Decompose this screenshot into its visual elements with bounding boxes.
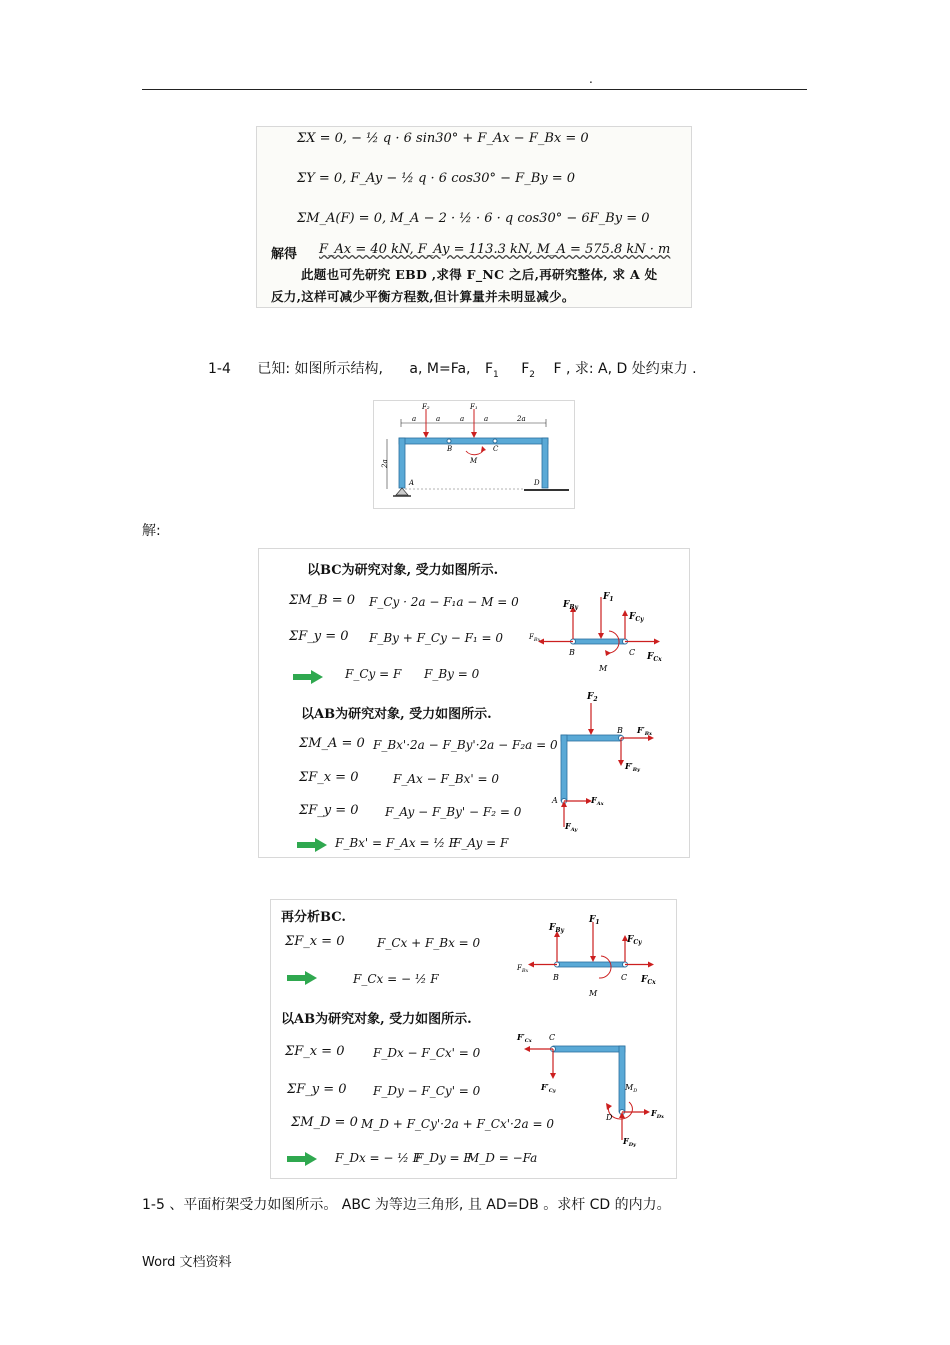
result-label: 解得 <box>271 247 298 262</box>
cd-label-fdy: $F_{Dy}$ <box>623 1136 636 1148</box>
force-f1: $F_1$ <box>484 361 499 380</box>
block2-eq7-a: F_Bx' = F_Ax = ½ F <box>335 836 458 850</box>
ab-label-fbx-prime: $F'_{Bx}$ <box>637 725 653 737</box>
block3-eq5-left: ΣM_D = 0 <box>291 1115 358 1130</box>
cd-label-fdx: $F_{Dx}$ <box>651 1108 665 1120</box>
label-a: A <box>409 479 415 487</box>
block2-eq3-a: F_Cy = F <box>345 667 402 681</box>
dim-side: 2a <box>381 459 389 468</box>
block3-eq6-b: F_Dy = F <box>415 1151 472 1165</box>
fbd-label-c: C <box>629 648 636 657</box>
fbd-label-fcx: $F_{Cx}$ <box>647 652 662 663</box>
block3-eq5-right: M_D + F_Cy'·2a + F_Cx'·2a = 0 <box>361 1117 554 1131</box>
label-m: M <box>470 457 478 465</box>
force-f2: $F_2$ <box>521 361 535 380</box>
bc2-label-fbx: $F_{Bx}$ <box>517 964 529 974</box>
bc-free-body-diagram <box>527 587 687 687</box>
block3-eq2: F_Cx = − ½ F <box>353 972 439 986</box>
block2-eq5-left: ΣF_x = 0 <box>299 770 359 785</box>
block2-eq2-left: ΣF_y = 0 <box>289 629 349 644</box>
block2-eq6-left: ΣF_y = 0 <box>299 803 359 818</box>
block3-eq3-right: F_Dx − F_Cx' = 0 <box>373 1046 481 1060</box>
green-arrow-1 <box>293 670 323 684</box>
footer-text: Word 文档资料 <box>142 1255 232 1270</box>
fbd-label-f1: $F_1$ <box>603 592 614 603</box>
ab-label-a: A <box>552 796 558 805</box>
block2-eq5-right: F_Ax − F_Bx' = 0 <box>393 772 499 786</box>
cd-label-fcy-prime: $F'_{Cy}$ <box>541 1082 556 1094</box>
cd-label-fcx-prime: $F'_{Cx}$ <box>517 1032 532 1044</box>
bc2-label-fcy: $F_{Cy}$ <box>627 935 642 946</box>
block3-eq6-a: F_Dx = − ½ F <box>335 1151 422 1165</box>
block2-eq4-right: F_Bx'·2a − F_By'·2a − F₂a = 0 <box>373 738 558 752</box>
green-arrow-3 <box>287 971 317 985</box>
label-c: C <box>493 445 499 453</box>
block2-eq6-right: F_Ay − F_By' − F₂ = 0 <box>385 805 522 819</box>
block3-eq4-right: F_Dy − F_Cy' = 0 <box>373 1084 481 1098</box>
block2-eq1-right: F_Cy · 2a − F₁a − M = 0 <box>369 595 519 609</box>
structure-svg <box>374 401 574 508</box>
solution-image-3 <box>270 899 677 1179</box>
block3-eq3-left: ΣF_x = 0 <box>285 1044 345 1059</box>
block2-eq1-left: ΣM_B = 0 <box>289 593 355 608</box>
green-arrow-4 <box>287 1152 317 1166</box>
dim-2a: 2a <box>517 415 526 423</box>
bc2-label-c: C <box>621 973 628 982</box>
label-d: D <box>534 479 540 487</box>
header-dot: . <box>589 72 593 86</box>
problem-1-5-statement: 1-5 、平面桁架受力如图所示。 ABC 为等边三角形, 且 AD=DB 。求杆 CD 的内力。 <box>142 1197 671 1213</box>
cd-label-md: $M_D$ <box>625 1083 638 1094</box>
header-rule <box>142 89 807 90</box>
equation-sum-moment: ΣM_A(F) = 0, M_A − 2 · ½ · 6 · q cos30° − 6F_By = 0 <box>297 211 650 226</box>
result-values: F_Ax = 40 kN, F_Ay = 113.3 kN, M_A = 575.8 kN · m <box>319 242 671 257</box>
block3-eq4-left: ΣF_y = 0 <box>287 1082 347 1097</box>
dim-a-4: a <box>484 415 489 423</box>
problem-text-c: F , 求: A, D 处约束力 . <box>553 361 697 377</box>
ab-label-b: B <box>617 726 623 735</box>
ab-label-fay: $F_{Ay}$ <box>565 821 578 833</box>
label-f1: F₁ <box>470 403 478 411</box>
equation-sum-y: ΣY = 0, F_Ay − ½ q · 6 cos30° − F_By = 0 <box>297 171 576 186</box>
block3-eq1-left: ΣF_x = 0 <box>285 934 345 949</box>
block3-eq1-right: F_Cx + F_Bx = 0 <box>377 936 481 950</box>
ab-free-body-diagram <box>539 687 689 847</box>
cd-free-body-diagram <box>511 1026 671 1176</box>
block2-eq2-right: F_By + F_Cy − F₁ = 0 <box>369 631 504 645</box>
block2-eq3-b: F_By = 0 <box>424 667 480 681</box>
dim-a-3: a <box>460 415 465 423</box>
bc-free-body-diagram-2 <box>511 910 671 1000</box>
ab-label-fax: $F_{Ax}$ <box>591 795 604 807</box>
structure-figure <box>373 400 575 509</box>
bc2-label-fcx: $F_{Cx}$ <box>641 975 656 986</box>
cd-label-c: C <box>549 1033 556 1042</box>
problem-text-b: a, M=Fa, <box>409 361 471 377</box>
problem-1-4-statement <box>208 358 697 380</box>
fbd-label-m: M <box>599 664 608 673</box>
fbd-label-fbx: $F_{Bx}$ <box>529 633 541 643</box>
fbd-label-fby: $F_{By}$ <box>563 600 578 611</box>
block3-eq6-c: M_D = −Fa <box>467 1151 538 1165</box>
note-line-1: 此题也可先研究 EBD ,求得 F_NC 之后,再研究整体, 求 A 处 <box>301 267 658 282</box>
bc2-label-b: B <box>553 973 559 982</box>
solution-image-2 <box>258 548 690 858</box>
equation-sum-x: ΣX = 0, − ½ q · 6 sin30° + F_Ax − F_Bx = 0 <box>297 131 589 146</box>
ab-label-fby-prime: $F'_{By}$ <box>625 761 640 773</box>
fbd-label-fcy: $F_{Cy}$ <box>629 612 644 623</box>
label-b: B <box>447 445 453 453</box>
block3-title-2: 以AB为研究对象, 受力如图所示. <box>281 1012 472 1027</box>
solution-label: 解: <box>142 523 161 539</box>
cd-label-d: D <box>606 1113 613 1122</box>
bc2-label-f1: $F_1$ <box>589 915 600 926</box>
problem-number: 1-4 <box>208 361 231 377</box>
fbd-label-b: B <box>569 648 575 657</box>
label-f2: F₂ <box>422 403 430 411</box>
problem-text-a: 已知: 如图所示结构, <box>257 361 383 377</box>
block2-title-2: 以AB为研究对象, 受力如图所示. <box>301 707 492 722</box>
ab-label-f2: $F_2$ <box>587 692 598 703</box>
bc2-label-m: M <box>589 989 598 998</box>
dim-a-1: a <box>412 415 417 423</box>
equation-image-1 <box>256 126 692 308</box>
block3-title-1: 再分析BC. <box>281 910 346 925</box>
note-line-2: 反力,这样可减少平衡方程数,但计算量并未明显减少。 <box>271 289 575 304</box>
green-arrow-2 <box>297 838 327 852</box>
dim-a-2: a <box>436 415 441 423</box>
block2-title-1: 以BC为研究对象, 受力如图所示. <box>307 563 499 578</box>
block2-eq7-b: F_Ay = F <box>453 836 509 850</box>
bc2-label-fby: $F_{By}$ <box>549 923 564 934</box>
block2-eq4-left: ΣM_A = 0 <box>299 736 365 751</box>
